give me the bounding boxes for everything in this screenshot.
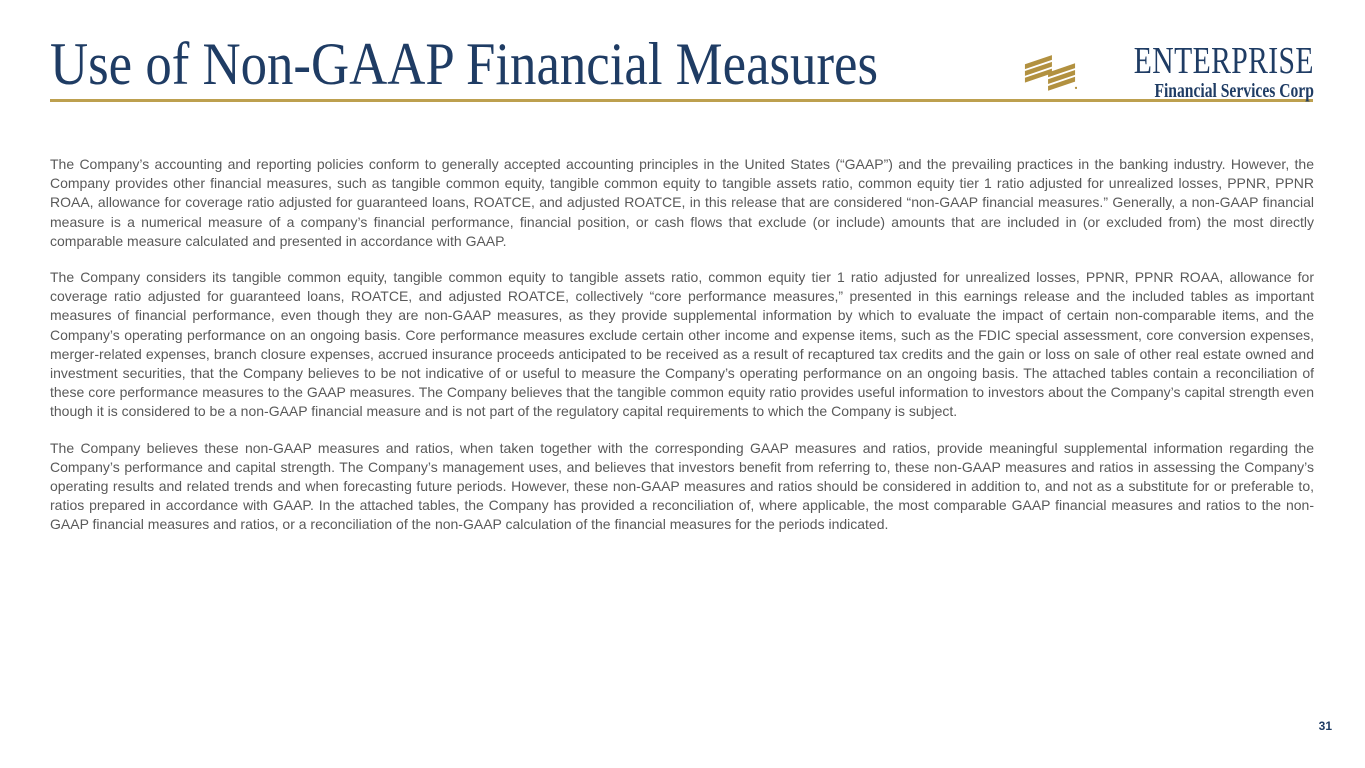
body-paragraph-1: The Company’s accounting and reporting policies conform to generally accepted accounting principles in the United States (“GAAP”) and the prevailing practices in the banking industry. However, the Company provides other financial measures, such as tangible common equity, tangible common equity to tangible assets ratio, common equity tier 1 ratio adjusted for unrealized losses, PPNR, PPNR ROAA, allowance for coverage ratio adjusted for guaranteed loans, ROATCE, and adjusted ROATCE, in this release that are considered “non-GAAP financial measures.” Generally, a non-GAAP financial measure is a numerical measure of a company’s financial performance, financial position, or cash flows that exclude (or include) amounts that are included in (or excluded from) the most directly comparable measure calculated and presented in accordance with GAAP. (50, 156, 1314, 249)
body-paragraph-2: The Company considers its tangible common equity, tangible common equity to tangible assets ratio, common equity tier 1 ratio adjusted for unrealized losses, PPNR, PPNR ROAA, allowance for coverage ratio adjusted for guaranteed loans, ROATCE, and adjusted ROATCE, collectively “core performance measures,” presented in this earnings release and the included tables as important measures of financial performance, even though they are non-GAAP measures, as they provide supplemental information by which to evaluate the impact of certain non-comparable items, and the Company’s operating performance on an ongoing basis. Core performance measures exclude certain other income and expense items, such as the FDIC special assessment, core conversion expenses, merger-related expenses, branch closure expenses, accrued insurance proceeds anticipated to be received as a result of recaptured tax credits and the gain or loss on sale of other real estate owned and investment securities, that the Company believes to be not indicative of or useful to measure the Company’s operating performance on an ongoing basis. The attached tables contain a reconciliation of these core performance measures to the GAAP measures. The Company believes that the tangible common equity ratio provides useful information to investors about the Company’s capital strength even though it is considered to be a non-GAAP financial measure and is not part of the regulatory capital requirements to which the Company is subject. (50, 269, 1314, 420)
page-title: Use of Non-GAAP Financial Measures (50, 31, 879, 97)
page-number: 31 (1318, 719, 1332, 733)
company-logo (1023, 40, 1314, 103)
enterprise-stripes-icon (1023, 48, 1077, 94)
logo-text (1133, 40, 1314, 103)
body-copy (50, 155, 1314, 552)
logo-wordmark: ENTERPRISE (1133, 40, 1314, 82)
body-paragraph-3: The Company believes these non-GAAP measures and ratios, when taken together with the corresponding GAAP measures and ratios, provide meaningful supplemental information regarding the Company’s performance and capital strength. The Company’s management uses, and believes that investors benefit from referring to, these non-GAAP measures and ratios in assessing the Company’s operating results and related trends and when forecasting future periods. However, these non-GAAP measures and ratios should be considered in addition to, and not as a substitute for or preferable to, ratios prepared in accordance with GAAP. In the attached tables, the Company has provided a reconciliation of, where applicable, the most comparable GAAP financial measures and ratios to the non-GAAP financial measures and ratios, or a reconciliation of the non-GAAP calculation of the financial measures for the periods indicated. (50, 439, 1314, 533)
logo-subtitle: Financial Services Corp (1154, 80, 1314, 103)
